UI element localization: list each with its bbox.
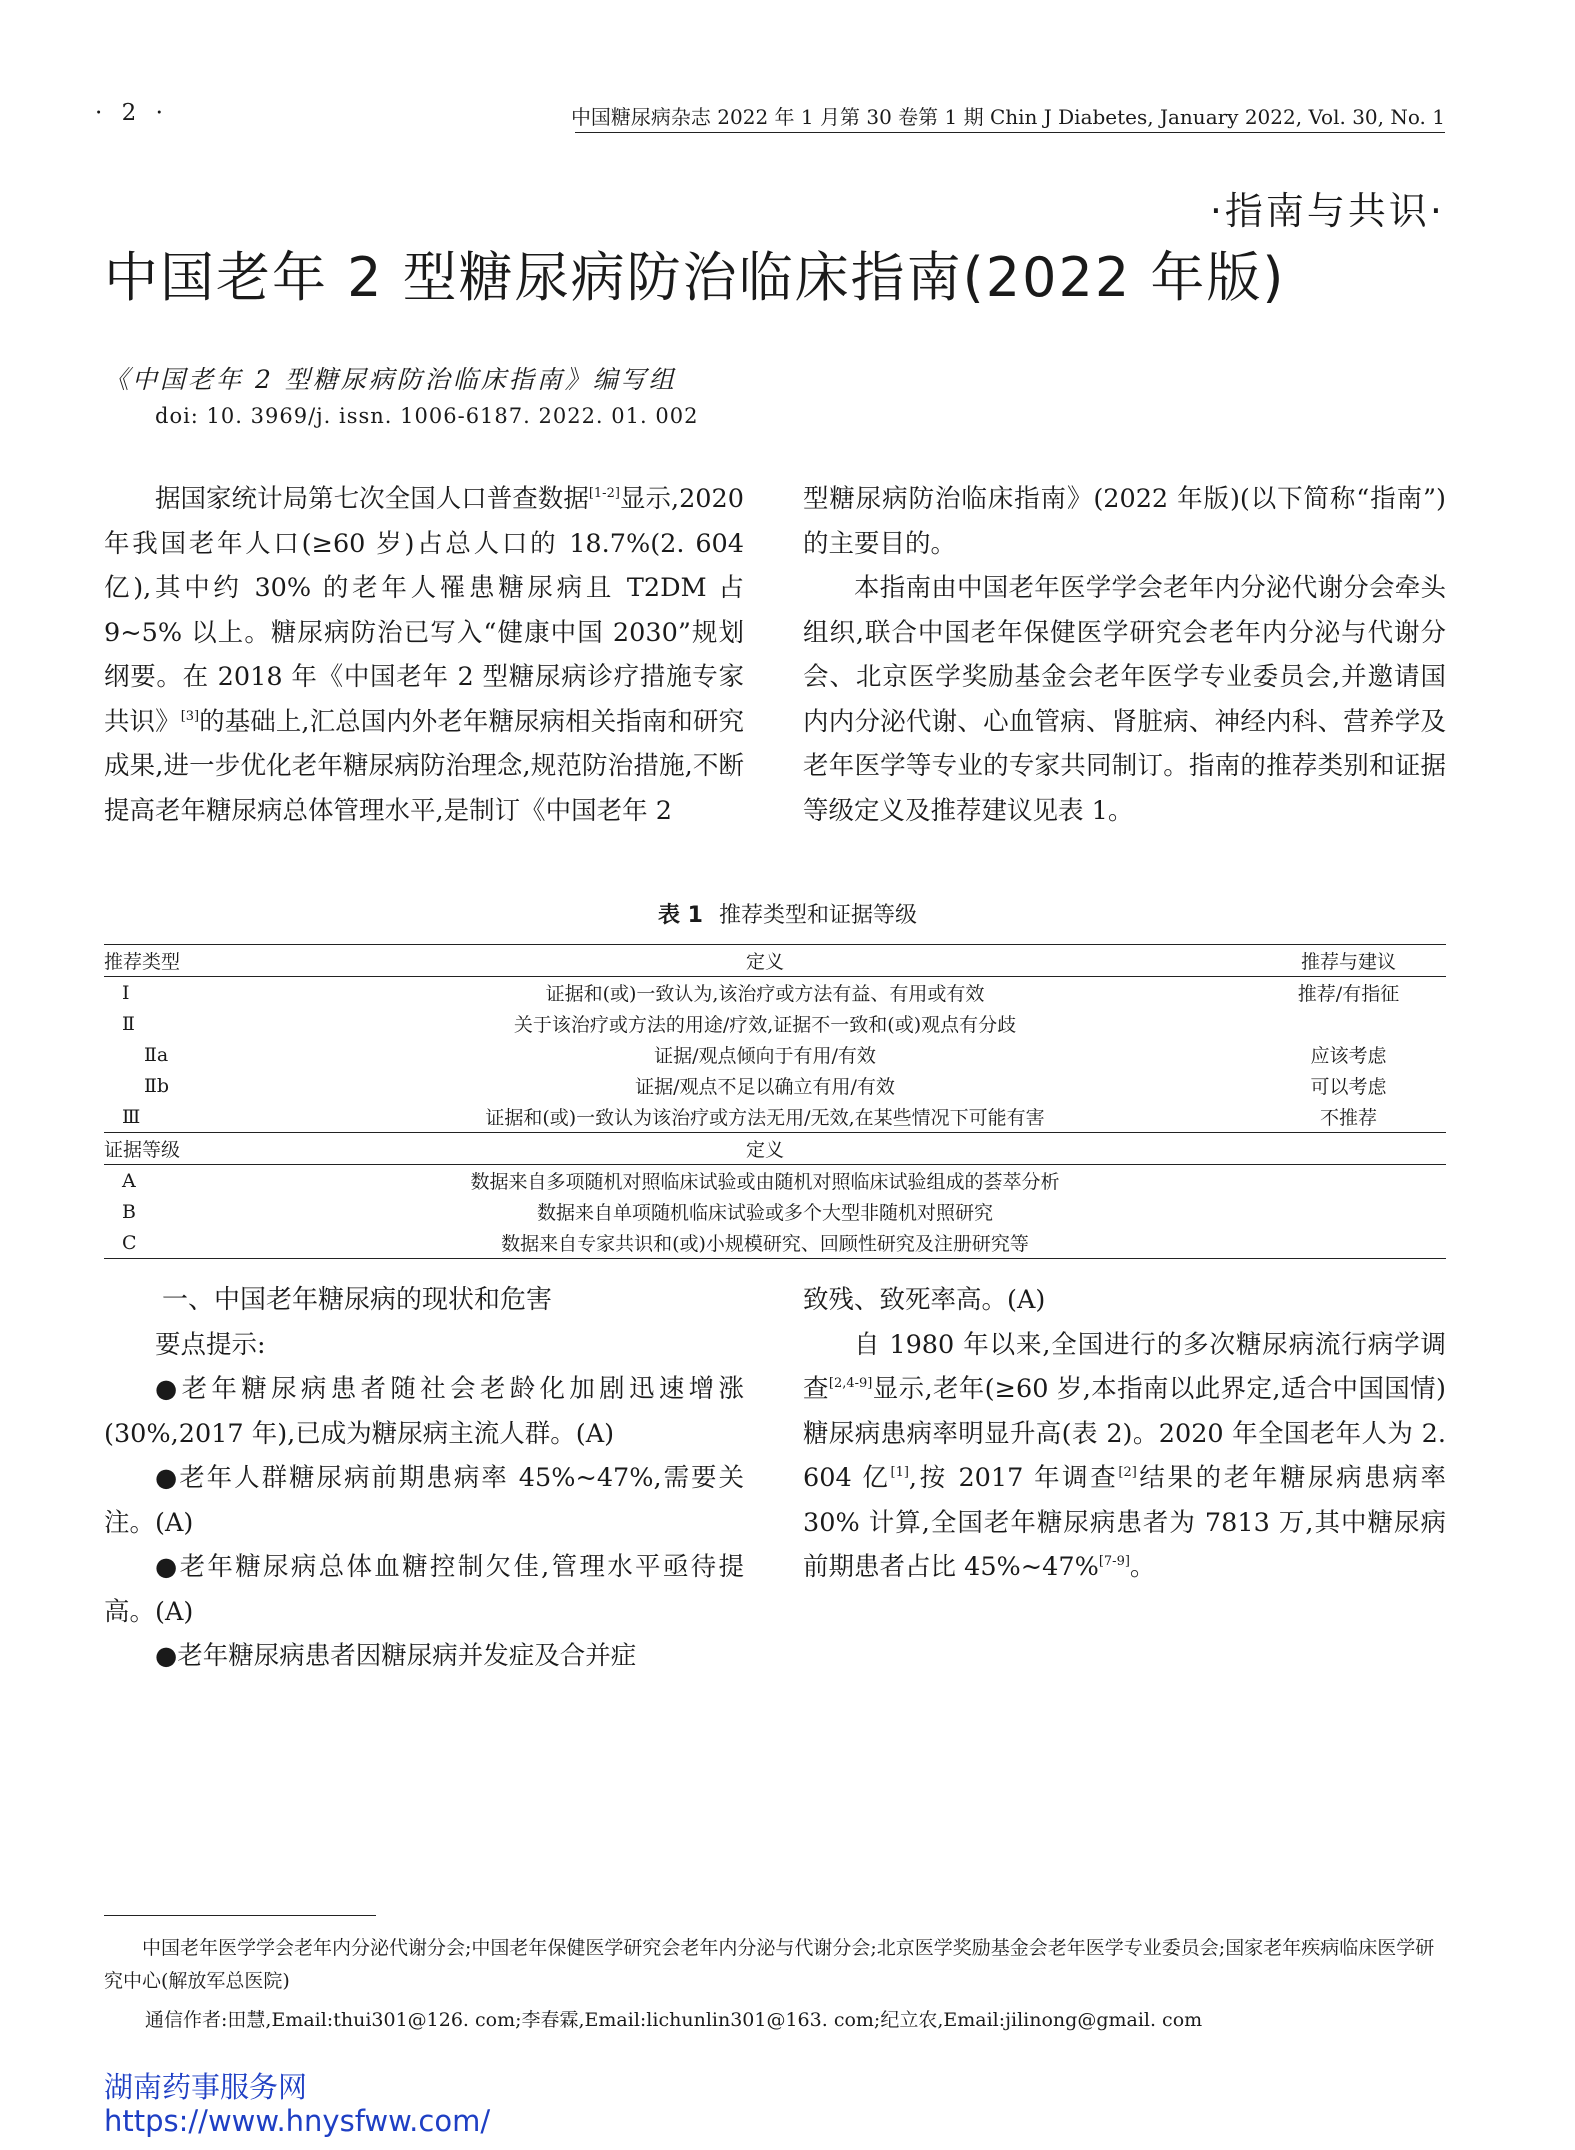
affiliation-footnote: 中国老年医学学会老年内分泌代谢分会;中国老年保健医学研究会老年内分泌与代谢分会;北京医学奖励基金会老年医学专业委员会;国家老年疾病临床医学研究中心(解放军总医院) — [104, 1937, 1435, 1992]
table-cell: 应该考虑 — [1310, 1045, 1387, 1067]
intro-text-b: 显示,2020 年我国老年人口(≥60 岁)占总人口的 18.7%(2. 604 亿),其中约 30% 的老年人罹患糖尿病且 T2DM 占 9~5% 以上。糖尿病防治已写入“健康中国 2030”规划纲要。在 2018 年《中国老年 2 型糖尿病诊疗措施专家共识》 — [104, 484, 744, 737]
key-point-bullet: ●老年糖尿病患者因糖尿病并发症及合并症 — [155, 1641, 637, 1671]
header-rule — [575, 132, 1445, 133]
body-text: 显示,老年(≥60 岁,本指南以此界定,适合中国国情)糖尿病患病率明显升高(表 2)。2020 年全国老年人为 2. 604 亿 — [803, 1374, 1446, 1493]
section1-left-column — [104, 1278, 744, 1679]
table-cell: 数据来自多项随机对照临床试验或由随机对照临床试验组成的荟萃分析 — [470, 1171, 1060, 1193]
table-row — [104, 977, 1446, 1009]
intro-left-column — [104, 477, 744, 833]
key-point-bullet: ●老年糖尿病患者随社会老龄化加剧迅速增涨(30%,2017 年),已成为糖尿病主流人群。(A) — [104, 1374, 744, 1449]
intro-paragraph-1 — [104, 477, 744, 833]
author-line: 《中国老年 2 型糖尿病防治临床指南》编写组 — [104, 365, 677, 394]
table-cell — [1251, 1165, 1446, 1197]
body-paragraph — [803, 1323, 1446, 1590]
citation: [2] — [1118, 1465, 1137, 1480]
recommendation-table — [104, 944, 1446, 1259]
watermark-name: 湖南药事服务网 — [104, 2070, 308, 2104]
table-cell: 可以考虑 — [1310, 1076, 1387, 1098]
table-cell: Ⅱb — [144, 1074, 170, 1097]
table-row — [104, 1165, 1446, 1197]
key-points-label: 要点提示: — [155, 1329, 266, 1360]
table-row — [104, 1227, 1446, 1259]
table-cell: Ⅲ — [122, 1105, 141, 1128]
intro-text-c: 的基础上,汇总国内外老年糖尿病相关指南和研究成果,进一步优化老年糖尿病防治理念,规范防治措施,不断提高老年糖尿病总体管理水平,是制订《中国老年 2 — [104, 706, 744, 826]
table-row — [104, 1070, 1446, 1101]
table-cell: 数据来自专家共识和(或)小规模研究、回顾性研究及注册研究等 — [279, 1227, 1251, 1259]
intro-right-column — [803, 477, 1446, 833]
table-cell: Ⅱ — [122, 1012, 135, 1035]
section-label: ·指南与共识· — [1209, 189, 1445, 233]
table-cell: 证据/观点倾向于有用/有效 — [654, 1045, 876, 1067]
table-header-row — [104, 1133, 1446, 1165]
table-cell: B — [122, 1200, 136, 1223]
table-cell: 不推荐 — [1319, 1107, 1377, 1129]
footnote-rule — [104, 1915, 376, 1916]
body-text: 自 1980 年以来,全国进行的多次糖尿病流行病学调查 — [803, 1329, 1446, 1404]
page-number: · 2 · — [95, 100, 169, 126]
table-cell — [1251, 1196, 1446, 1227]
doi-line: doi: 10. 3969/j. issn. 1006-6187. 2022. 01. 002 — [155, 404, 699, 428]
header-cell: 定义 — [279, 1133, 1251, 1165]
table-cell — [1251, 1008, 1446, 1039]
header-cell: 证据等级 — [104, 1133, 279, 1165]
header-cell: 定义 — [279, 945, 1251, 977]
table-row — [104, 1101, 1446, 1133]
table-row — [104, 1196, 1446, 1227]
section-heading: 一、中国老年糖尿病的现状和危害 — [162, 1285, 553, 1315]
citation: [1] — [890, 1465, 909, 1480]
table-cell: 证据/观点不足以确立有用/有效 — [635, 1076, 895, 1098]
journal-running-header: 中国糖尿病杂志 2022 年 1 月第 30 卷第 1 期 Chin J Diabetes, January 2022, Vol. 30, No. 1 — [570, 105, 1445, 129]
citation: [3] — [180, 708, 200, 724]
table-caption — [0, 898, 1575, 929]
table-cell: Ⅰ — [122, 981, 130, 1004]
body-text: 结果的老年糖尿病患病率 30% 计算,全国老年糖尿病患者为 7813 万,其中糖尿病前期患者占比 45%~47% — [803, 1463, 1446, 1582]
correspondence-footnote: 通信作者:田慧,Email:thui301@126. com;李春霖,Email:lichunlin301@163. com;纪立农,Email:jilinong@gmail. com — [145, 2009, 1203, 2031]
body-text: ,按 2017 年调查 — [908, 1463, 1119, 1493]
table-cell: 数据来自单项随机临床试验或多个大型非随机对照研究 — [536, 1202, 993, 1224]
table-cell: 关于该治疗或方法的用途/疗效,证据不一致和(或)观点有分歧 — [513, 1014, 1017, 1036]
table-header-row — [104, 945, 1446, 977]
table-row — [104, 1008, 1446, 1039]
intro-paragraph-1-cont: 型糖尿病防治临床指南》(2022 年版)(以下简称“指南”)的主要目的。 — [803, 484, 1446, 559]
intro-text-a: 据国家统计局第七次全国人口普查数据 — [155, 484, 589, 514]
table-cell: 证据和(或)一致认为,该治疗或方法有益、有用或有效 — [545, 983, 985, 1005]
key-point-bullet: ●老年人群糖尿病前期患病率 45%~47%,需要关注。(A) — [104, 1463, 744, 1538]
table-cell — [1251, 1227, 1446, 1259]
body-text: 。 — [1129, 1552, 1156, 1582]
header-cell: 推荐类型 — [104, 945, 279, 977]
table-number: 表 1 — [658, 903, 703, 928]
table-cell: C — [104, 1227, 279, 1259]
article-title: 中国老年 2 型糖尿病防治临床指南(2022 年版) — [104, 246, 1286, 309]
key-point-bullet: ●老年糖尿病总体血糖控制欠佳,管理水平亟待提高。(A) — [104, 1552, 744, 1627]
table-cell: 证据和(或)一致认为该治疗或方法无用/无效,在某些情况下可能有害 — [485, 1107, 1045, 1129]
table-cell: 推荐/有指征 — [1297, 983, 1400, 1005]
watermark — [104, 2070, 490, 2138]
header-cell: 推荐与建议 — [1251, 945, 1446, 977]
citation: [1-2] — [588, 486, 620, 501]
table-cell: Ⅱa — [144, 1043, 169, 1066]
table-cell: A — [122, 1169, 136, 1192]
citation: [2,4-9] — [828, 1376, 873, 1391]
table-title: 推荐类型和证据等级 — [718, 903, 917, 928]
table-row — [104, 1039, 1446, 1070]
intro-paragraph-2: 本指南由中国老年医学学会老年内分泌代谢分会牵头组织,联合中国老年保健医学研究会老年内分泌与代谢分会、北京医学奖励基金会老年医学专业委员会,并邀请国内内分泌代谢、心血管病、肾脏病、神经内科、营养学及老年医学等专业的专家共同制订。指南的推荐类别和证据等级定义及推荐建议见表 1。 — [803, 573, 1446, 826]
citation: [7-9] — [1098, 1554, 1130, 1569]
watermark-url: https://www.hnysfww.com/ — [104, 2104, 491, 2138]
key-point-bullet-cont: 致残、致死率高。(A) — [803, 1285, 1046, 1315]
section1-right-column — [803, 1278, 1446, 1590]
header-cell — [1251, 1133, 1446, 1165]
